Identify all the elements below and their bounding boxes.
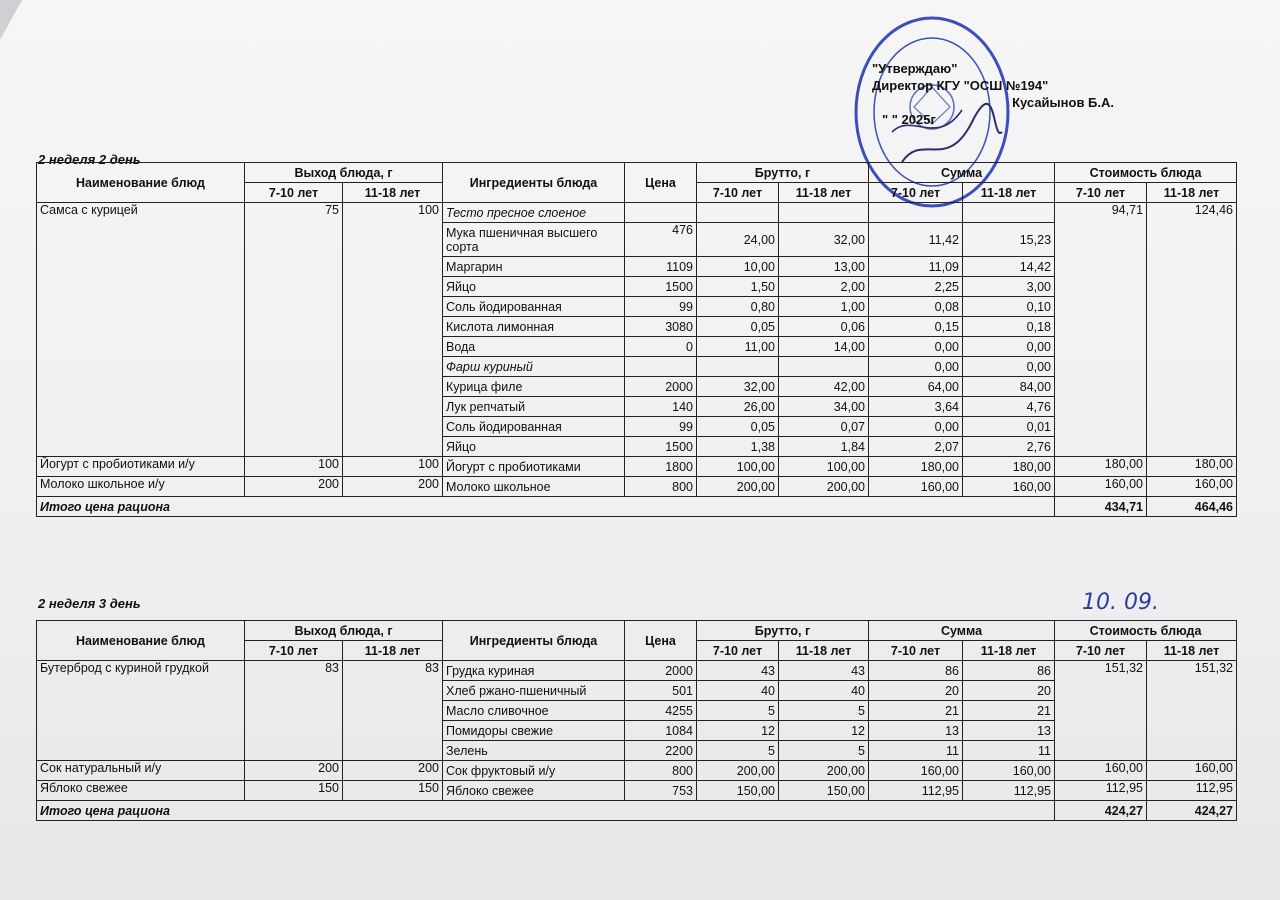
ingredient-b2: 13,00 — [779, 257, 869, 277]
ingredient-price: 501 — [625, 681, 697, 701]
ingredient-s2: 14,42 — [963, 257, 1055, 277]
ingredient-s1 — [869, 203, 963, 223]
ingredient-s1: 13 — [869, 721, 963, 741]
dish-cost-age1: 160,00 — [1055, 761, 1147, 781]
ingredient-b2 — [779, 203, 869, 223]
ingredient-s2: 0,00 — [963, 357, 1055, 377]
ingredient-b1: 0,05 — [697, 317, 779, 337]
ingredient-s1: 0,00 — [869, 357, 963, 377]
dish-name: Сок натуральный и/у — [37, 761, 245, 781]
ingredient-s1: 11,42 — [869, 223, 963, 257]
ingredient-s2: 2,76 — [963, 437, 1055, 457]
ingredient-b1: 1,50 — [697, 277, 779, 297]
ingredient-s2: 3,00 — [963, 277, 1055, 297]
ingredient-b2: 1,00 — [779, 297, 869, 317]
table-row — [37, 661, 1237, 681]
header-brutto-age1: 7-10 лет — [697, 183, 779, 203]
header-dish: Наименование блюд — [37, 621, 245, 661]
ingredient-s1: 86 — [869, 661, 963, 681]
ingredient-b2: 32,00 — [779, 223, 869, 257]
ingredient-b1 — [697, 203, 779, 223]
ingredient-s1: 11 — [869, 741, 963, 761]
ingredient-s2 — [963, 203, 1055, 223]
dish-cost-age1: 180,00 — [1055, 457, 1147, 477]
dish-cost-age2: 124,46 — [1147, 203, 1237, 457]
header-cost-age2: 11-18 лет — [1147, 183, 1237, 203]
ingredient-name: Йогурт с пробиотиками — [443, 457, 625, 477]
header-cost-age1: 7-10 лет — [1055, 641, 1147, 661]
header-sum-age1: 7-10 лет — [869, 641, 963, 661]
ingredient-s2: 13 — [963, 721, 1055, 741]
ingredient-s2: 0,01 — [963, 417, 1055, 437]
header-yield: Выход блюда, г — [245, 621, 443, 641]
ingredient-b2: 5 — [779, 701, 869, 721]
ingredient-b2: 2,00 — [779, 277, 869, 297]
ingredient-s1: 180,00 — [869, 457, 963, 477]
ingredient-name: Лук репчатый — [443, 397, 625, 417]
ingredient-b2: 1,84 — [779, 437, 869, 457]
ingredient-b2: 200,00 — [779, 761, 869, 781]
ingredient-name: Хлеб ржано-пшеничный — [443, 681, 625, 701]
header-cost-age1: 7-10 лет — [1055, 183, 1147, 203]
ingredient-name: Мука пшеничная высшего сорта — [443, 223, 625, 257]
ingredient-b2: 100,00 — [779, 457, 869, 477]
ingredient-name: Грудка куриная — [443, 661, 625, 681]
header-yield-age2: 11-18 лет — [343, 641, 443, 661]
ingredient-b2: 200,00 — [779, 477, 869, 497]
ingredient-price — [625, 357, 697, 377]
ingredient-b1: 5 — [697, 701, 779, 721]
ingredient-price: 2200 — [625, 741, 697, 761]
dish-yield-age2: 200 — [343, 477, 443, 497]
table-row — [37, 477, 1237, 497]
table-row — [37, 203, 1237, 223]
ingredient-price: 1500 — [625, 277, 697, 297]
ingredient-name: Помидоры свежие — [443, 721, 625, 741]
ingredient-s2: 160,00 — [963, 761, 1055, 781]
ingredient-price: 4255 — [625, 701, 697, 721]
header-cost: Стоимость блюда — [1055, 621, 1237, 641]
dish-cost-age2: 180,00 — [1147, 457, 1237, 477]
header-cost: Стоимость блюда — [1055, 163, 1237, 183]
ingredient-name: Масло сливочное — [443, 701, 625, 721]
ingredient-s1: 2,07 — [869, 437, 963, 457]
ingredient-b2 — [779, 357, 869, 377]
header-ingredients: Ингредиенты блюда — [443, 621, 625, 661]
ingredient-s1: 0,00 — [869, 337, 963, 357]
approval-line-1: "Утверждаю" — [872, 61, 958, 76]
dish-cost-age2: 160,00 — [1147, 761, 1237, 781]
ingredient-s1: 112,95 — [869, 781, 963, 801]
ingredient-price: 1500 — [625, 437, 697, 457]
ingredient-b2: 12 — [779, 721, 869, 741]
approval-line-4: " " 2025г — [882, 112, 936, 127]
header-brutto: Брутто, г — [697, 163, 869, 183]
ingredient-b2: 0,06 — [779, 317, 869, 337]
ingredient-b1: 43 — [697, 661, 779, 681]
ingredient-s2: 112,95 — [963, 781, 1055, 801]
dish-cost-age2: 112,95 — [1147, 781, 1237, 801]
ingredient-b2: 43 — [779, 661, 869, 681]
ingredient-name: Яйцо — [443, 437, 625, 457]
header-sum-age2: 11-18 лет — [963, 183, 1055, 203]
ingredient-s2: 0,10 — [963, 297, 1055, 317]
ingredient-price: 3080 — [625, 317, 697, 337]
ingredient-b1: 1,38 — [697, 437, 779, 457]
ingredient-name: Зелень — [443, 741, 625, 761]
ingredient-s2: 15,23 — [963, 223, 1055, 257]
ingredient-name: Курица филе — [443, 377, 625, 397]
table-row — [37, 457, 1237, 477]
day2-menu-table — [36, 162, 1237, 517]
ingredient-b1: 0,05 — [697, 417, 779, 437]
ingredient-s1: 0,15 — [869, 317, 963, 337]
dish-yield-age2: 200 — [343, 761, 443, 781]
header-ingredients: Ингредиенты блюда — [443, 163, 625, 203]
header-yield-age1: 7-10 лет — [245, 641, 343, 661]
dish-yield-age1: 100 — [245, 457, 343, 477]
ingredient-b1: 40 — [697, 681, 779, 701]
header-sum: Сумма — [869, 621, 1055, 641]
ingredient-b1: 200,00 — [697, 477, 779, 497]
total-age1: 424,27 — [1055, 801, 1147, 821]
total-label: Итого цена рациона — [37, 497, 1055, 517]
day2-title: 2 неделя 2 день — [38, 152, 141, 167]
header-yield-age1: 7-10 лет — [245, 183, 343, 203]
ingredient-s1: 0,08 — [869, 297, 963, 317]
ingredient-s1: 160,00 — [869, 761, 963, 781]
total-label: Итого цена рациона — [37, 801, 1055, 821]
dish-yield-age2: 100 — [343, 457, 443, 477]
approval-line-2: Директор КГУ "ОСШ №194" — [872, 78, 1049, 93]
ingredient-price: 99 — [625, 417, 697, 437]
ingredient-b2: 40 — [779, 681, 869, 701]
ingredient-b2: 0,07 — [779, 417, 869, 437]
ingredient-price: 753 — [625, 781, 697, 801]
dish-yield-age2: 83 — [343, 661, 443, 761]
dish-cost-age2: 151,32 — [1147, 661, 1237, 761]
ingredient-b1: 5 — [697, 741, 779, 761]
ingredient-b2: 150,00 — [779, 781, 869, 801]
ingredient-s2: 11 — [963, 741, 1055, 761]
ingredient-price: 2000 — [625, 661, 697, 681]
header-sum: Сумма — [869, 163, 1055, 183]
ingredient-name: Яблоко свежее — [443, 781, 625, 801]
ingredient-price: 800 — [625, 477, 697, 497]
ingredient-s1: 20 — [869, 681, 963, 701]
day3-title: 2 неделя 3 день — [38, 596, 141, 611]
ingredient-b2: 34,00 — [779, 397, 869, 417]
ingredient-b1: 11,00 — [697, 337, 779, 357]
ingredient-s2: 86 — [963, 661, 1055, 681]
ingredient-price: 1109 — [625, 257, 697, 277]
ingredient-price — [625, 203, 697, 223]
header-yield: Выход блюда, г — [245, 163, 443, 183]
ingredient-s2: 4,76 — [963, 397, 1055, 417]
header-price: Цена — [625, 621, 697, 661]
approval-block — [872, 60, 1132, 128]
dish-cost-age1: 151,32 — [1055, 661, 1147, 761]
ingredient-s1: 160,00 — [869, 477, 963, 497]
approval-line-3: Кусайынов Б.А. — [1012, 95, 1114, 110]
ingredient-b1: 200,00 — [697, 761, 779, 781]
ingredient-price: 140 — [625, 397, 697, 417]
ingredient-name: Соль йодированная — [443, 297, 625, 317]
ingredient-name: Сок фруктовый и/у — [443, 761, 625, 781]
header-brutto-age1: 7-10 лет — [697, 641, 779, 661]
ingredient-s1: 3,64 — [869, 397, 963, 417]
ingredient-b1: 24,00 — [697, 223, 779, 257]
ingredient-s1: 64,00 — [869, 377, 963, 397]
dish-cost-age1: 112,95 — [1055, 781, 1147, 801]
ingredient-b1: 100,00 — [697, 457, 779, 477]
ingredient-name: Соль йодированная — [443, 417, 625, 437]
ingredient-price: 1084 — [625, 721, 697, 741]
dish-name: Бутерброд с куриной грудкой — [37, 661, 245, 761]
ingredient-s2: 0,00 — [963, 337, 1055, 357]
page-corner — [0, 0, 22, 40]
header-brutto: Брутто, г — [697, 621, 869, 641]
ingredient-b1: 150,00 — [697, 781, 779, 801]
ingredient-price: 800 — [625, 761, 697, 781]
ingredient-s2: 160,00 — [963, 477, 1055, 497]
ingredient-name: Вода — [443, 337, 625, 357]
ingredient-name: Тесто пресное слоеное — [443, 203, 625, 223]
dish-yield-age1: 150 — [245, 781, 343, 801]
dish-yield-age1: 75 — [245, 203, 343, 457]
ingredient-s1: 2,25 — [869, 277, 963, 297]
ingredient-b1: 10,00 — [697, 257, 779, 277]
ingredient-s1: 11,09 — [869, 257, 963, 277]
ingredient-name: Яйцо — [443, 277, 625, 297]
ingredient-s2: 84,00 — [963, 377, 1055, 397]
ingredient-b2: 42,00 — [779, 377, 869, 397]
header-price: Цена — [625, 163, 697, 203]
ingredient-price: 0 — [625, 337, 697, 357]
dish-name: Яблоко свежее — [37, 781, 245, 801]
ingredient-b2: 5 — [779, 741, 869, 761]
dish-name: Самса с курицей — [37, 203, 245, 457]
ingredient-b1: 26,00 — [697, 397, 779, 417]
day3-menu-table — [36, 620, 1237, 821]
dish-cost-age1: 94,71 — [1055, 203, 1147, 457]
ingredient-b1: 32,00 — [697, 377, 779, 397]
dish-yield-age1: 83 — [245, 661, 343, 761]
ingredient-price: 1800 — [625, 457, 697, 477]
ingredient-s2: 20 — [963, 681, 1055, 701]
ingredient-price: 2000 — [625, 377, 697, 397]
header-cost-age2: 11-18 лет — [1147, 641, 1237, 661]
ingredient-name: Фарш куриный — [443, 357, 625, 377]
header-sum-age2: 11-18 лет — [963, 641, 1055, 661]
ingredient-b1: 0,80 — [697, 297, 779, 317]
header-brutto-age2: 11-18 лет — [779, 641, 869, 661]
header-brutto-age2: 11-18 лет — [779, 183, 869, 203]
dish-yield-age1: 200 — [245, 477, 343, 497]
total-age2: 424,27 — [1147, 801, 1237, 821]
dish-name: Йогурт с пробиотиками и/у — [37, 457, 245, 477]
ingredient-b1: 12 — [697, 721, 779, 741]
ingredient-b2: 14,00 — [779, 337, 869, 357]
header-yield-age2: 11-18 лет — [343, 183, 443, 203]
ingredient-price: 99 — [625, 297, 697, 317]
table-row — [37, 761, 1237, 781]
header-dish: Наименование блюд — [37, 163, 245, 203]
total-age1: 434,71 — [1055, 497, 1147, 517]
ingredient-b1 — [697, 357, 779, 377]
total-age2: 464,46 — [1147, 497, 1237, 517]
ingredient-s2: 0,18 — [963, 317, 1055, 337]
ingredient-name: Маргарин — [443, 257, 625, 277]
dish-yield-age2: 100 — [343, 203, 443, 457]
ingredient-name: Молоко школьное — [443, 477, 625, 497]
ingredient-s1: 0,00 — [869, 417, 963, 437]
header-sum-age1: 7-10 лет — [869, 183, 963, 203]
dish-cost-age2: 160,00 — [1147, 477, 1237, 497]
handwritten-date: 10. 09. — [1082, 590, 1159, 615]
ingredient-name: Кислота лимонная — [443, 317, 625, 337]
ingredient-price: 476 — [625, 223, 697, 257]
ingredient-s2: 21 — [963, 701, 1055, 721]
dish-name: Молоко школьное и/у — [37, 477, 245, 497]
dish-yield-age2: 150 — [343, 781, 443, 801]
ingredient-s2: 180,00 — [963, 457, 1055, 477]
dish-yield-age1: 200 — [245, 761, 343, 781]
table-row — [37, 781, 1237, 801]
ingredient-s1: 21 — [869, 701, 963, 721]
dish-cost-age1: 160,00 — [1055, 477, 1147, 497]
